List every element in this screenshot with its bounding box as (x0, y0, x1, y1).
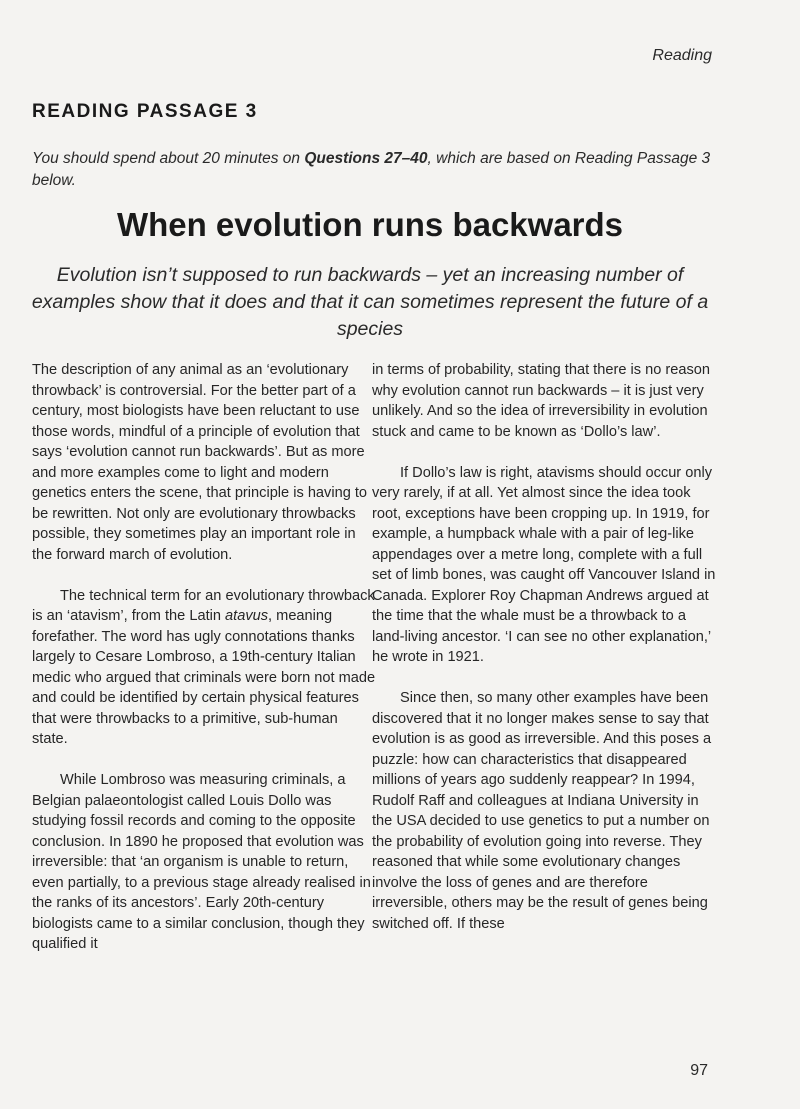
paragraph: Since then, so many other examples have been discovered that it no longer makes sense to say that evolution is as good as irreversible. And this poses a puzzle: how can characteristics that disappeared millions of years ago suddenly reappear? In 1994, Rudolf Raff and colleagues at Indiana University in the USA decided to use genetics to put a number on the probability of evolution going into reverse. They reasoned that while some evolutionary changes involve the loss of genes and are therefore irreversible, others may be the result of genes being switched off. If these (372, 690, 712, 932)
passage-heading: READING PASSAGE 3 (32, 101, 258, 122)
left-column (32, 360, 377, 975)
page-title: When evolution runs backwards (116, 206, 624, 243)
paragraph: If Dollo’s law is right, atavisms should occur only very rarely, if at all. Yet almost since the idea took root, exceptions have been cropping up. In 1919, for example, a humpback whale with a pair of leg-like appendages over a metre long, complete with a full set of limb bones, was caught off Vancouver Island in Canada. Explorer Roy Chapman Andrews argued at the time that the whale must be a throwback to a land-living ancestor. ‘I can see no other explanation,’ he wrote in 1921. (372, 464, 716, 665)
instructions-text: You should spend about 20 minutes on (32, 150, 305, 167)
subtitle: Evolution isn’t supposed to run backwards – yet an increasing number of examples show that it does and that it can sometimes represent the future of a species (31, 264, 709, 340)
paragraph: The technical term for an evolutionary throwback is an ‘atavism’, from the Latin atavus, meaning forefather. The word has ugly connotations thanks largely to Cesare Lombroso, a 19th-century Italian medic who argued that criminals were born not made and could be identified by certain physical features that were throwbacks to a primitive, sub-human state. (32, 587, 376, 747)
paragraph: The description of any animal as an ‘evolutionary throwback’ is controversial. For the better part of a century, most biologists have been reluctant to use those words, mindful of a principle of evolution that says ‘evolution cannot run backwards’. But as more and more examples come to light and modern genetics enters the scene, that principle is having to be rewritten. Not only are evolutionary throwbacks possible, they sometimes play an important role in the forward march of evolution. (32, 362, 368, 563)
paragraph: While Lombroso was measuring criminals, a Belgian palaeontologist called Louis Dollo was studying fossil records and coming to the opposite conclusion. In 1890 he proposed that evolution was irreversible: that ‘an organism is unable to return, even partially, to a previous stage already realised in the ranks of its ancestors’. Early 20th-century biologists came to a similar conclusion, though they qualified it (32, 772, 371, 952)
paragraph: in terms of probability, stating that there is no reason why evolution cannot run backwards – it is just very unlikely. And so the idea of irreversibility in evolution stuck and came to be known as ‘Dollo’s law’. (372, 362, 710, 440)
instructions-questions: Questions 27–40 (304, 150, 428, 167)
page-number: 97 (690, 1062, 708, 1079)
right-column (372, 360, 717, 955)
instructions-text-end: , which are based on Reading Passage 3 below. (32, 150, 711, 189)
running-head: Reading (652, 47, 712, 64)
instructions (32, 148, 722, 192)
